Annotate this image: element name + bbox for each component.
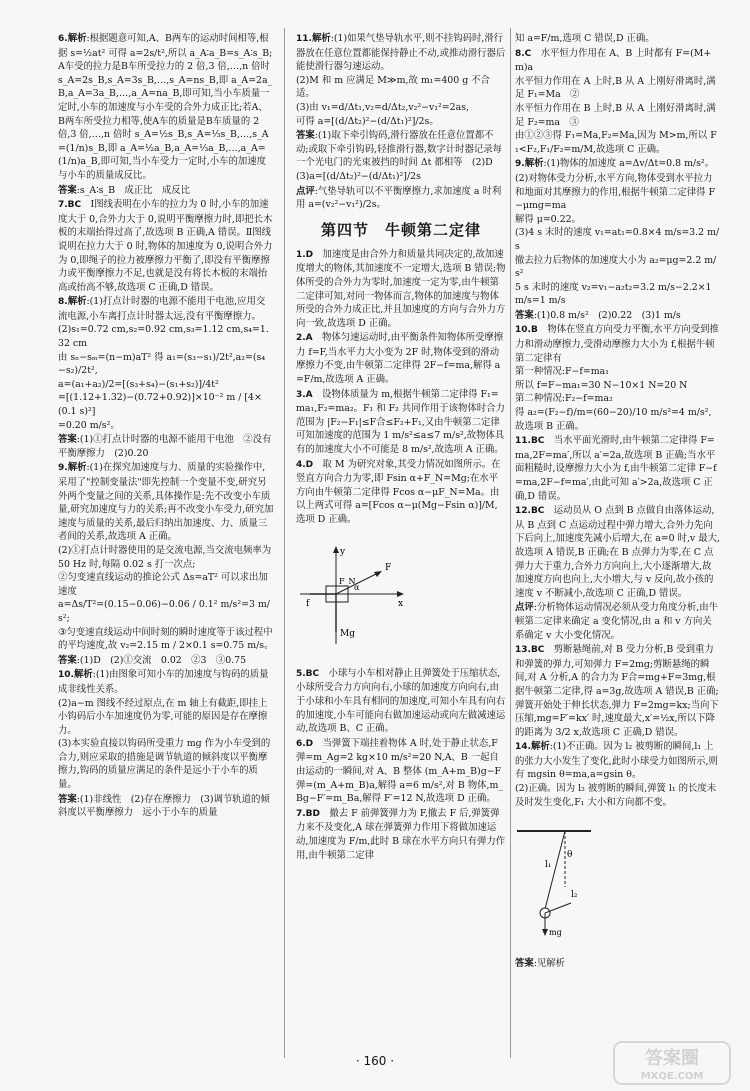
item-label: 解析 [524,158,544,170]
column-right [515,32,720,972]
item-text: :(1)在探究加速度与力、质量的实验操作中,采用了"控制变量法"即先控制一个变量不变,研究另外两个变量之间的关系,具体操作是:先不改变小车质量,研究加速度与力的关系;再不改变小车受力,研究加速度与质量的关系,最后归纳出加速度、力、质量三者间的关系,故选项 A 正确。 (2)①打点计时器使用的是交流电源,当交流电频率为 50 Hz 时,每隔 0.02 s 打一次点; ②匀变速直线运动的推论公式 Δs=aT² 可以求出加速度 a=Δs/T²=(0.15−0.06)−0.06 / 0.1² m/s²=3 m/s²; ③匀变速直线运动中间时刻的瞬时速度等于该过程中的平均速度,故 v₂=2.15 m / 2×0.1 s=0.75 m/s。 [58,462,274,652]
answer-item [515,47,720,157]
item-text: :(1)物体的加速度 a=Δv/Δt=0.8 m/s²。 (2)对物体受力分析,水平方向,物体受到水平拉力和地面对其摩擦力的作用,根据牛顿第二定律得 F−μmg=ma 解得 μ=0.22。 (3)4 s 末时的速度 v₁=at₁=0.8×4 m/s=3.2 m/s 撤去拉力后物体的加速度大小为 a₂=μg=2.2 m/s² 5 s 末时的速度 v₂=v₁−a₂t₂=3.2 m/s−2.2×1 m/s=1 m/s [515,158,720,307]
answer-item [515,957,720,971]
item-number: 13.BC [515,645,545,656]
page-number: · 160 · [355,1054,395,1068]
item-text: :见解析 [533,958,566,970]
answer-item [296,737,506,806]
answer-item [296,388,506,457]
answer-item [296,129,506,183]
answer-item [296,331,506,386]
section-title: 第四节 牛顿第二定律 [320,220,481,239]
answer-item [515,504,720,600]
label-f: f [306,599,310,610]
item-label: 答案 [58,184,77,196]
item-text: 物体在竖直方向受力平衡,水平方向受到推力和滑动摩擦力,受滑动摩擦力大小为 f,根据牛顿第二定律有 第一种情况:F−f=ma₁ 所以 f=F−ma₁=30 N−10×1 N=20 N 第二种情况:F₂−f=ma₂ 得 a₂=(F₂−f)/m=(60−20)/10 m/s²=4 m/s²,故选项 B 正确。 [515,324,719,432]
item-text: :根据题意可知,A、B两车的运动时间相等,根据 s=½at² 可得 a=2s/t²,所以 a_A∶a_B=s_A∶s_B;A车受的拉力是B车所受拉力的 2 倍,3 倍,…,n 倍时 s_A=2s_B,s_A=3s_B,…,s_A=ns_B,即 a_A=2a_B,a_A=3a_B,…,a_A=na_B,即可知,当小车质量一定时,小车的加速度与小车受的合外力成正比;若A、B两车所受拉力相等,使A车的质量是B车质量的 2 倍,3 倍,…,n 倍时 s_A=½s_B,s_A=⅓s_B,…,s_A=(1/n)s_B,即 a_A=½a_B,a_A=⅓a_B,…,a_A=(1/n)a_B,即可知,当小车受力一定时,小车的加速度与小车的质量成反比。 [58,33,273,181]
item-text: :(1)由图象可知小车的加速度与钩码的质量成非线性关系。 (2)a−m 图线不经过原点,在 m 轴上有截距,即挂上小钩码后小车加速度仍为零,可能的原因是存在摩擦力。 (3)本实验直接以钩码所受重力 mg 作为小车受到的合力,则应采取的措施是调节轨道的倾斜度以平衡摩擦力,钩码的质量应满足的条件是远小于小车的质量。 [58,669,271,791]
item-number: 7.BC [58,200,82,211]
item-label: 点评 [515,602,534,614]
answer-item [296,185,506,212]
answer-item [515,157,720,308]
answer-item [58,295,274,432]
item-number: 11. [296,34,312,44]
answer-item [515,32,720,46]
answer-item [515,434,720,503]
watermark-logo [612,1040,732,1086]
item-number: 1.D [296,249,314,260]
item-text: :(1)非线性 (2)存在摩擦力 (3)调节轨道的倾斜度以平衡摩擦力 远小于小车的质量 [58,793,270,819]
item-text: 当水平面光滑时,由牛顿第二定律得 F=ma,2F=ma′,所以 a′=2a,故选项 B 正确;当水平面粗糙时,设摩擦力大小为 f,由牛顿第二定律 F−f=ma,2F−f=ma′,由此可知 a′>2a,故选项 C 正确,D 错误。 [515,435,717,502]
label-FN: F_N [339,577,356,587]
item-number: 2.A [296,333,313,344]
answer-item [515,309,720,323]
item-number: 11.BC [515,436,545,447]
label-Mg: Mg [340,629,355,640]
item-label: 解析 [67,462,87,474]
item-text: :(1)取下牵引钩码,滑行器放在任意位置都不动;或取下牵引钩码,轻推滑行器,数字计时器记录每一个光电门的光束被挡的时间 Δt 都相等 (2)D (3)a=[(d/Δt₂)²−(d/Δt₁)²]/2s [296,130,502,182]
item-label: 答案 [58,654,77,666]
item-text: :(1)如果气垫导轨水平,则不挂钩码时,滑行器放在任意位置都能保持静止不动,或推动滑行器后能使滑行器匀速运动。 (2)M 和 m 应满足 M≫m,故 m₁=400 g 不合适。 (3)由 v₁=d/Δt₁,v₂=d/Δt₂,v₂²−v₁²=2as, 可得 a=[(d/Δt₂)²−(d/Δt₁)²]/2s。 [296,33,506,127]
item-label: 答案 [58,434,77,446]
item-label: 解析 [311,33,331,44]
answer-item [296,667,506,736]
item-number: 9. [58,463,68,474]
answer-item [296,458,506,666]
answer-item [296,807,506,862]
item-text: :(1)D (2)①交流 0.02 ②3 ③0.75 [76,654,247,666]
item-number: 14. [515,742,531,753]
answer-item [58,433,274,460]
label-x: x [398,599,404,610]
answer-item [58,668,274,791]
answer-item [58,198,274,294]
item-label: 解析 [67,296,87,308]
item-text: 撤去 F 前弹簧弹力为 F,撤去 F 后,弹簧弹力来不及变化,A 球在弹簧弹力作用下将做加速运动,加速度为 F/m,此时 B 球在水平方向只有弹力作用,由牛顿第二定律 [296,807,506,861]
item-label: 点评 [296,185,315,197]
item-label: 答案 [515,958,534,970]
item-number: 12.BC [515,506,545,517]
item-number: 10.B [515,325,538,336]
answer-item [296,248,506,331]
label-F: F [385,563,392,574]
answer-item [515,601,720,642]
pendulum-diagram [515,827,593,939]
item-text: 运动员从 O 点到 B 点做自由落体运动,从 B 点到 C 点运动过程中弹力增大,合外力先向下后向上,加速度先减小后增大,在 a=0 时,v 最大,故选项 A 错误,B 正确;在 B 点弹力为零,在 C 点弹力大于重力,合外力方向向上,大小逐渐增大,故加速度方向也向上,大小增大,与 v 反向,故小孩的速度 v 不断减小,故选项 C 正确,D 错误。 [515,505,720,599]
item-text: 物体匀速运动时,由平衡条件知物体所受摩擦力 f=F,当水平力大小变为 2F 时,物体受到的滑动摩擦力不变,由牛顿第二定律得 2F−f=ma,解得 a=F/m,故选项 A 正确。 [296,332,504,386]
label-alpha: α [354,583,360,593]
column-middle-top [296,32,506,212]
item-number: 4.D [296,459,314,470]
item-number: 7.BD [296,808,321,819]
item-text: :(1)不正确。因为 l₂ 被剪断的瞬间,l₁ 上的张力大小发生了变化,此时小球受力如图所示,则有 mgsin θ=ma,a=gsin θ。 (2)正确。因为 l₂ 被剪断的瞬间,弹簧 l₁ 的长度未及时发生变化,F₁ 大小和方向都不变。 [515,741,718,808]
force-diagram [296,544,408,648]
column-left [58,32,274,821]
item-text: :分析物体运动情况必须从受力角度分析,由牛顿第二定律来确定 a 变化情况,由 a 和 v 方向关系确定 v 大小变化情况。 [515,602,719,641]
answer-item [58,184,274,198]
item-text: 水平恒力作用在 A、B 上时都有 F=(M+m)a 水平恒力作用在 A 上时,B 从 A 上刚好滑离时,满足 F₁=Ma ② 水平恒力作用在 B 上时,B 从 A 上刚好滑离时,满足 F₂=ma ③ 由①②③得 F₁=Ma,F₂=Ma,因为 M>m,所以 F₁<F₂,F₁/F₂=m/M,故选项 C 正确。 [515,47,717,155]
item-number: 6.D [296,738,314,749]
answer-item [58,793,274,820]
answer-item [58,654,274,668]
item-text: 加速度是由合外力和质量共同决定的,故加速度增大的物体,其加速度不一定增大,选项 B 错误;物体所受的合外力为零时,加速度一定为零,由牛顿第二定律可知,对同一物体而言,物体的加速度与物体所受的合外力成正比,并且加速度的方向与合外力方向一致,故选项 D 正确。 [296,248,506,329]
item-label: 解析 [73,669,93,681]
watermark-line1: 答案圈 [645,1048,699,1069]
column-middle [296,32,506,863]
item-number: 5.BC [296,668,320,679]
item-text: 剪断悬绳前,对 B 受力分析,B 受到重力和弹簧的弹力,可知弹力 F=2mg;剪断悬绳的瞬间,对 A 分析,A 的合力为 F合=mg+F=3mg,根据牛顿第二定律,得 a=3g,故选项 A 错误,B 正确;弹簧开始处于伸长状态,弹力 F=2mg=kx;当向下压缩,mg=F′=kx′ 时,速度最大,x′=½x,所以下降的距离为 3/2 x,故选项 C 正确,D 错误。 [515,644,719,738]
item-text: 知 a=F/m,选项 C 错误,D 正确。 [515,33,655,44]
answer-item [296,32,506,128]
item-number: 9. [515,159,525,170]
column-divider [284,28,285,1058]
answer-item [515,643,720,739]
item-text: 当弹簧下端挂着物体 A 时,处于静止状态,F弹=m_Ag=2 kg×10 m/s²=20 N,A、B 一起自由运动的一瞬间,对 A、B 整体 (m_A+m_B)g−F弹=(m_A+m_B)a,解得 a=6 m/s²,对 B 物体,m_Bg−F′=m_Ba,解得 F′=12 N,故选项 D 正确。 [296,737,504,805]
item-label: 答案 [58,793,77,805]
item-label: 答案 [296,130,315,142]
item-text: 设物体质量为 m,根据牛顿第二定律得 F₁=ma₁,F₂=ma₂。F₁ 和 F₂ 共同作用于该物体时合力范围为 |F₂−F₁|≤F合≤F₂+F₁,又由牛顿第二定律可知加速度的范围为 1 m/s²≤a≤7 m/s²,故物体具有的加速度大小不可能是 8 m/s²,故选项 A 正确。 [296,388,505,456]
answer-item [58,32,274,183]
item-number: 3.A [296,389,313,400]
item-number: 6. [58,34,68,44]
item-number: 10. [58,670,74,681]
item-text: :s_A∶s_B 成正比 成反比 [76,184,191,196]
item-text: :(1)0.8 m/s² (2)0.22 (3)1 m/s [533,309,681,321]
answer-item [515,740,720,956]
label-l1: l₁ [545,859,552,870]
answer-item [515,323,720,433]
label-l2: l₂ [571,889,578,900]
item-text: 小球与小车相对静止且弹簧处于压缩状态,小球所受合力方向向右,小球的加速度方向向右,由于小球和小车具有相同的加速度,可知小车具有向右的加速度,小车可能向右做加速运动或向左做减速运动,故选项 B、C 正确。 [296,667,506,735]
column-middle-bottom [296,248,506,862]
answer-item [58,461,274,652]
item-text: 取 M 为研究对象,其受力情况如图所示。在竖直方向合力为零,即 Fsin α+F_N=Mg;在水平方向由牛顿第二定律得 Fcos α−μF_N=Ma。由以上两式可得 a=[Fcos α−μ(Mg−Fsin α)]/M,选项 D 正确。 [296,458,501,525]
item-number: 8. [58,297,68,308]
item-text: :气垫导轨可以不平衡摩擦力,求加速度 a 时利用 a=(v₂²−v₁²)/2s。 [296,185,502,211]
item-text: :(1)①打点计时器的电源不能用干电池 ②没有平衡摩擦力 (2)0.20 [58,434,272,459]
item-label: 答案 [515,309,534,321]
column-divider [510,28,511,1058]
label-theta: θ [567,849,573,860]
label-y: y [340,547,346,558]
label-mg: mg [549,927,562,937]
item-label: 解析 [67,33,87,44]
item-text: Ⅰ图线表明在小车的拉力为 0 时,小车的加速度大于 0,合外力大于 0,说明平衡摩擦力时,即把长木板的末端抬得过高了,故选项 B 正确,A 错误。Ⅱ图线说明在拉力大于 0 时,物体的加速度为 0,说明合外力为 0,即绳子的拉力被摩擦力平衡了,即没有平衡摩擦力或平衡摩擦力不足,也就是没有将长木板的末端抬高或抬高不够,故选项 C 正确,D 错误。 [58,199,273,293]
watermark-line2: MXQE.COM [640,1071,704,1082]
item-number: 8.C [515,48,532,59]
item-label: 解析 [530,741,550,753]
item-text: :(1)打点计时器的电源不能用干电池,应用交流电源,小车离打点计时器太远,没有平衡摩擦力。 (2)s₁=0.72 cm,s₂=0.92 cm,s₃=1.12 cm,s₄=1.32 cm 由 sₙ−sₘ=(n−m)aT² 得 a₁=(s₃−s₁)/2t²,a₂=(s₄−s₂)/2t², a=(a₁+a₂)/2=[(s₃+s₄)−(s₁+s₂)]/4t² =[(1.12+1.32)−(0.72+0.92)]×10⁻² m / [4×(0.1 s)²] =0.20 m/s²。 [58,296,269,431]
